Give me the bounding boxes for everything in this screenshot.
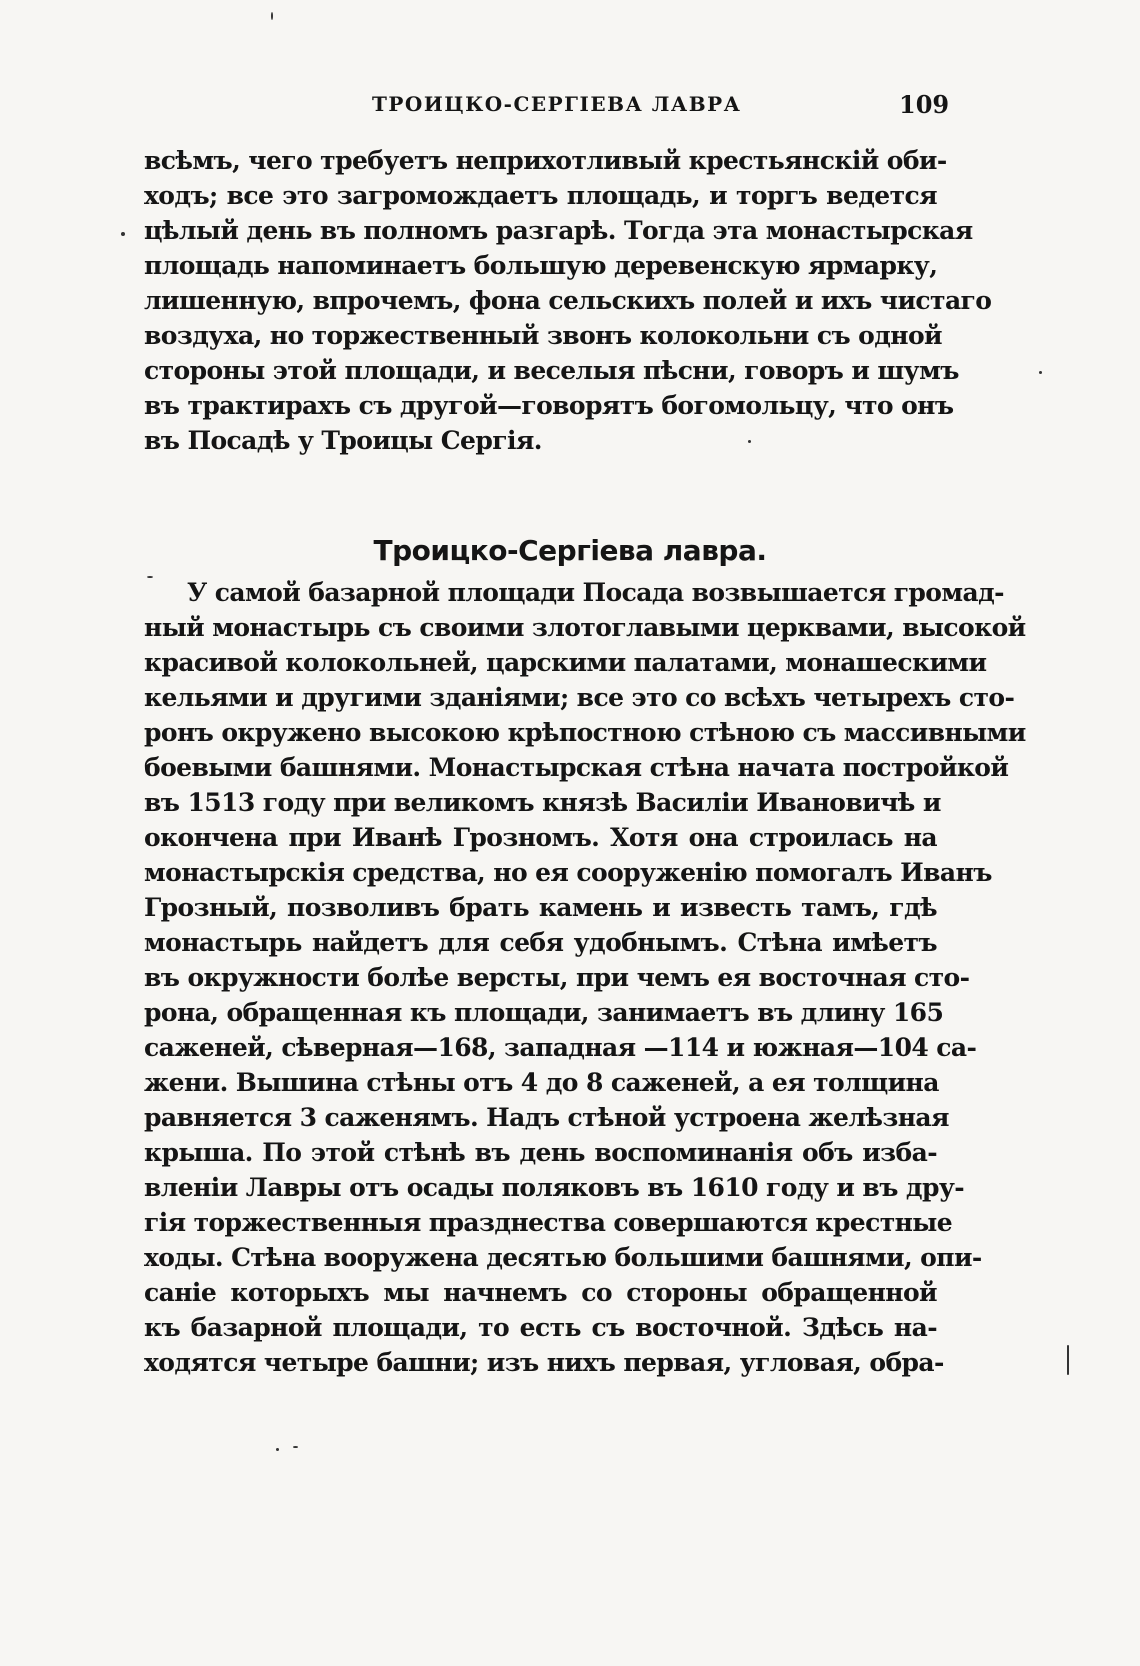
- text-line: въ Посадѣ у Троицы Сергія.: [144, 426, 542, 455]
- text-line: кельями и другими зданіями; все это со всѣхъ четырехъ сто-: [144, 683, 1015, 712]
- text-line: лишенную, впрочемъ, фона сельскихъ полей и ихъ чистаго: [144, 286, 992, 315]
- text-line: У самой базарной площади Посада возвышается громад-: [187, 578, 1004, 607]
- running-head-title: ТРОИЦКО-СЕРГІЕВА ЛАВРА: [372, 92, 742, 116]
- text-line: равняется 3 саженямъ. Надъ стѣной устроена желѣзная: [144, 1103, 949, 1132]
- text-line: ходятся четыре башни; изъ нихъ первая, угловая, обра-: [144, 1348, 944, 1377]
- scan-speck: [276, 1448, 279, 1451]
- text-line: рона, обращенная къ площади, занимаетъ въ длину 165: [144, 998, 944, 1027]
- text-line: саженей, сѣверная—168, западная —114 и южная—104 са-: [144, 1033, 977, 1062]
- text-line: монастырскія средства, но ея сооруженію помогалъ Иванъ: [144, 858, 992, 887]
- scan-speck: [121, 232, 125, 236]
- text-line: въ 1513 году при великомъ князѣ Василіи Ивановичѣ и: [144, 788, 941, 817]
- text-line: въ окружности болѣе версты, при чемъ ея восточная сто-: [144, 963, 970, 992]
- text-line: стороны этой площади, и веселыя пѣсни, говоръ и шумъ: [144, 356, 959, 385]
- text-line: ходы. Стѣна вооружена десятью большими башнями, опи-: [144, 1243, 982, 1272]
- text-line: цѣлый день въ полномъ разгарѣ. Тогда эта монастырская: [144, 216, 973, 245]
- text-line: боевыми башнями. Монастырская стѣна начата постройкой: [144, 753, 1009, 782]
- text-line: красивой колокольней, царскими палатами, монашескими: [144, 648, 987, 677]
- text-line: Грозный, позволивъ брать камень и известь тамъ, гдѣ: [144, 893, 937, 922]
- scan-speck: [1039, 371, 1042, 374]
- running-head: [0, 90, 1140, 124]
- scan-speck: [748, 440, 751, 443]
- text-line: площадь напоминаетъ большую деревенскую ярмарку,: [144, 251, 938, 280]
- text-line: гія торжественныя празднества совершаются крестные: [144, 1208, 953, 1237]
- text-line: саніе которыхъ мы начнемъ со стороны обращенной: [144, 1278, 937, 1307]
- text-line: окончена при Иванѣ Грозномъ. Хотя она строилась на: [144, 823, 937, 852]
- text-line: крыша. По этой стѣнѣ въ день воспоминанія объ изба-: [144, 1138, 937, 1167]
- text-line: ходъ; все это загромождаетъ площадь, и торгъ ведется: [144, 181, 937, 210]
- text-line: монастырь найдетъ для себя удобнымъ. Стѣна имѣетъ: [144, 928, 937, 957]
- scan-speck: [293, 1446, 298, 1448]
- scan-speck: [271, 12, 273, 20]
- section-heading: Троицко-Сергіева лавра.: [373, 534, 767, 567]
- text-line: ный монастырь съ своими злотоглавыми церквами, высокой: [144, 613, 1026, 642]
- text-line: жени. Вышина стѣны отъ 4 до 8 саженей, а ея толщина: [144, 1068, 939, 1097]
- text-line: въ трактирахъ съ другой—говорятъ богомольцу, что онъ: [144, 391, 954, 420]
- text-line: къ базарной площади, то есть съ восточной. Здѣсь на-: [144, 1313, 937, 1342]
- text-line: всѣмъ, чего требуетъ неприхотливый крестьянскій оби-: [144, 146, 947, 175]
- scan-speck: [147, 576, 153, 578]
- text-line: вленіи Лавры отъ осады поляковъ въ 1610 году и въ дру-: [144, 1173, 965, 1202]
- text-line: ронъ окружено высокою крѣпостною стѣною съ массивными: [144, 718, 1026, 747]
- scan-speck: [1067, 1345, 1069, 1375]
- text-line: воздуха, но торжественный звонъ колокольни съ одной: [144, 321, 942, 350]
- page-number: 109: [899, 90, 950, 119]
